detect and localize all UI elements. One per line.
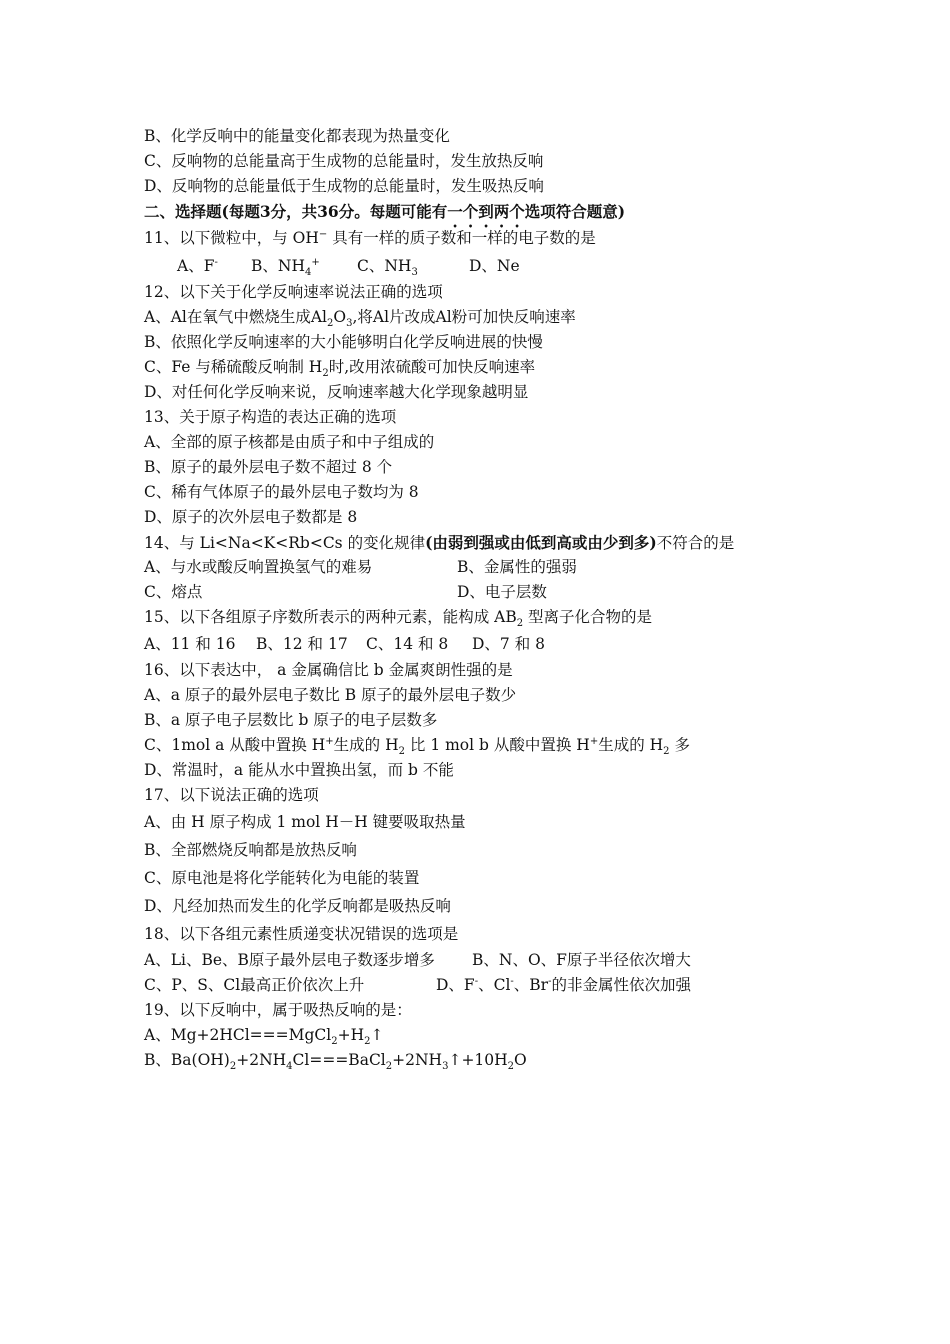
q17-option-c: C、原电池是将化学能转化为电能的装置 <box>144 869 420 887</box>
q16-c-sup: + <box>325 735 334 747</box>
q16-option-c <box>144 733 864 758</box>
q19-option-a <box>144 1023 864 1048</box>
q18-option-c: C、P、S、Cl最高正价依次上升 <box>144 976 365 994</box>
q19-a-sub: 2 <box>364 1036 371 1048</box>
q18-d-text: 、Cl <box>478 976 511 994</box>
question-17-stem: 17、以下说法正确的选项 <box>144 786 319 804</box>
q12-option-c <box>144 355 864 380</box>
q15-option-a: A、11 和 16 <box>144 635 236 653</box>
q19-b-text: +2NH <box>392 1051 443 1069</box>
q18-option-a: A、Li、Be、B原子最外层电子数逐步增多 <box>144 951 435 969</box>
q11-option-d: D、Ne <box>469 257 520 275</box>
q12-option-a <box>144 305 864 330</box>
q18-option-d <box>436 976 691 994</box>
question-18-stem: 18、以下各组元素性质递变状况错误的选项是 <box>144 925 459 943</box>
section-heading <box>144 199 864 224</box>
q15-stem-sub: 2 <box>516 618 524 630</box>
q14-stem-bold: (由弱到强或由低到高或由少到多) <box>425 533 657 552</box>
q12-c-text: 时,改用浓硫酸可加快反响速率 <box>328 358 536 376</box>
q16-option-b: B、a 原子电子层数比 b 原子的电子层数多 <box>144 711 438 729</box>
q17-option-b: B、全部燃烧反响都是放热反响 <box>144 841 357 859</box>
question-16-stem: 16、以下表达中， a 金属确信比 b 金属爽朗性强的是 <box>144 661 513 679</box>
q19-b-sub: 2 <box>507 1061 515 1073</box>
q14-option-b: B、金属性的强弱 <box>457 558 577 576</box>
q12-c-text: C、Fe 与稀硫酸反响制 H <box>144 358 323 376</box>
q11-option-b-text: B、NH <box>251 257 305 275</box>
q16-c-text: 生成的 H <box>333 736 399 754</box>
q16-option-a: A、a 原子的最外层电子数比 B 原子的最外层电子数少 <box>144 686 517 704</box>
q11-option-b-sub: 4 <box>304 267 312 279</box>
q18-d-text: D、F <box>436 976 475 994</box>
q12-option-d: D、对任何化学反响来说，反响速率越大化学现象越明显 <box>144 383 529 401</box>
q12-a-sub: 3 <box>346 318 353 330</box>
prev-option-d: D、反响物的总能量低于生成物的总能量时，发生吸热反响 <box>144 177 544 195</box>
q11-option-c-sub: 3 <box>411 267 418 279</box>
q11-option-b-sup: + <box>311 256 320 268</box>
q14-options-row-1 <box>144 555 864 580</box>
q16-c-sup: + <box>589 735 599 747</box>
q14-stem-part: 14、与 Li<Na<K<Rb<Cs 的变化规律 <box>144 534 426 552</box>
q11-option-a <box>177 252 251 280</box>
q11-option-a-text: A、F <box>177 257 215 275</box>
q18-options-row-2 <box>144 973 864 998</box>
section-heading-head: 二、选择题(每题3分，共36分。每题可能有 <box>144 202 448 221</box>
q13-option-b: B、原子的最外层电子数不超过 8 个 <box>144 458 393 476</box>
q16-c-text: 生成的 H <box>598 736 664 754</box>
q11-stem-part: 具有一样的质子数和一样的电子数的是 <box>327 229 596 247</box>
q14-option-a: A、与水或酸反响置换氢气的难易 <box>144 558 373 576</box>
q19-a-sub: 2 <box>331 1036 338 1048</box>
q17-option-d: D、凡经加热而发生的化学反响都是吸热反响 <box>144 897 451 915</box>
q12-option-b: B、依照化学反响速率的大小能够明白化学反响进展的快慢 <box>144 333 543 351</box>
q11-option-a-sup: - <box>214 256 218 268</box>
question-13-stem: 13、关于原子构造的表达正确的选项 <box>144 408 397 426</box>
q18-d-text: 的非金属性依次加强 <box>551 976 692 994</box>
q19-option-b <box>144 1048 864 1073</box>
prev-option-c: C、反响物的总能量高于生成物的总能量时，发生放热反响 <box>144 152 544 170</box>
question-12-stem: 12、以下关于化学反响速率说法正确的选项 <box>144 283 443 301</box>
question-11-stem <box>144 224 864 252</box>
q13-option-a: A、全部的原子核都是由质子和中子组成的 <box>144 433 435 451</box>
q11-option-c <box>357 252 469 280</box>
q18-option-b: B、N、O、F原子半径依次增大 <box>472 951 691 969</box>
q12-a-sub: 2 <box>327 318 334 330</box>
page-content <box>144 124 864 1073</box>
q18-d-text: 、Br <box>513 976 549 994</box>
q15-options <box>144 630 864 658</box>
section-heading-emphasis: 一个到两个 <box>447 202 525 221</box>
q15-stem-part: 型离子化合物的是 <box>523 608 653 626</box>
q11-stem-part: 11、以下微粒中，与 OH <box>144 229 319 247</box>
q19-b-text: Cl===BaCl <box>292 1051 386 1069</box>
q18-options-row-1 <box>144 948 864 973</box>
q14-options-row-2 <box>144 580 864 605</box>
q19-b-sub: 2 <box>385 1061 393 1073</box>
q12-c-sub: 2 <box>322 368 329 380</box>
q14-option-d: D、电子层数 <box>457 583 547 601</box>
q11-option-c-text: C、NH <box>357 257 412 275</box>
q18-d-sup: - <box>474 975 479 987</box>
question-19-stem: 19、以下反响中，属于吸热反响的是： <box>144 1001 412 1019</box>
q16-c-sub: 2 <box>398 746 405 758</box>
q14-stem-part: 不符合的是 <box>656 534 735 552</box>
question-11-options <box>144 252 864 280</box>
question-15-stem <box>144 605 864 630</box>
q19-b-text: +2NH <box>236 1051 287 1069</box>
q19-b-sub: 3 <box>442 1061 449 1073</box>
q15-stem-part: 15、以下各组原子序数所表示的两种元素，能构成 AB <box>144 608 517 626</box>
q17-option-a: A、由 H 原子构成 1 mol H－H 键要吸取热量 <box>144 813 466 831</box>
q19-a-text: ↑ <box>370 1026 384 1044</box>
q11-option-b <box>251 252 357 280</box>
prev-option-b: B、化学反响中的能量变化都表现为热量变化 <box>144 127 450 145</box>
q19-b-text: O <box>514 1051 527 1069</box>
q13-option-d: D、原子的次外层电子数都是 8 <box>144 508 358 526</box>
q18-d-sup: - <box>510 975 514 987</box>
q13-option-c: C、稀有气体原子的最外层电子数均为 8 <box>144 483 419 501</box>
q15-option-b: B、12 和 17 <box>256 635 348 653</box>
q19-b-text: ↑+10H <box>448 1051 508 1069</box>
q16-c-text: C、1mol a 从酸中置换 H <box>144 736 326 754</box>
q16-c-text: 多 <box>669 736 690 754</box>
q12-a-text: ,将Al片改成Al粉可加快反响速率 <box>352 308 576 326</box>
q15-option-c: C、14 和 8 <box>366 635 449 653</box>
question-14-stem <box>144 530 864 555</box>
q19-b-sub: 4 <box>286 1061 293 1073</box>
q19-a-text: A、Mg+2HCl===MgCl <box>144 1026 332 1044</box>
q18-d-sup: - <box>548 975 552 987</box>
q12-a-text: A、Al在氧气中燃烧生成Al <box>144 308 327 326</box>
q14-option-c: C、熔点 <box>144 583 203 601</box>
q11-stem-sup: − <box>318 228 328 240</box>
q19-a-text: +H <box>337 1026 365 1044</box>
q16-c-sub: 2 <box>663 746 670 758</box>
section-heading-tail: 选项符合题意) <box>524 202 626 221</box>
q19-b-sub: 2 <box>229 1061 237 1073</box>
q16-option-d: D、常温时，a 能从水中置换出氢，而 b 不能 <box>144 761 454 779</box>
q19-b-text: B、Ba(OH) <box>144 1051 230 1069</box>
q12-a-text: O <box>333 308 347 326</box>
q16-c-text: 比 1 mol b 从酸中置换 H <box>404 736 590 754</box>
q15-option-d: D、7 和 8 <box>472 635 546 653</box>
